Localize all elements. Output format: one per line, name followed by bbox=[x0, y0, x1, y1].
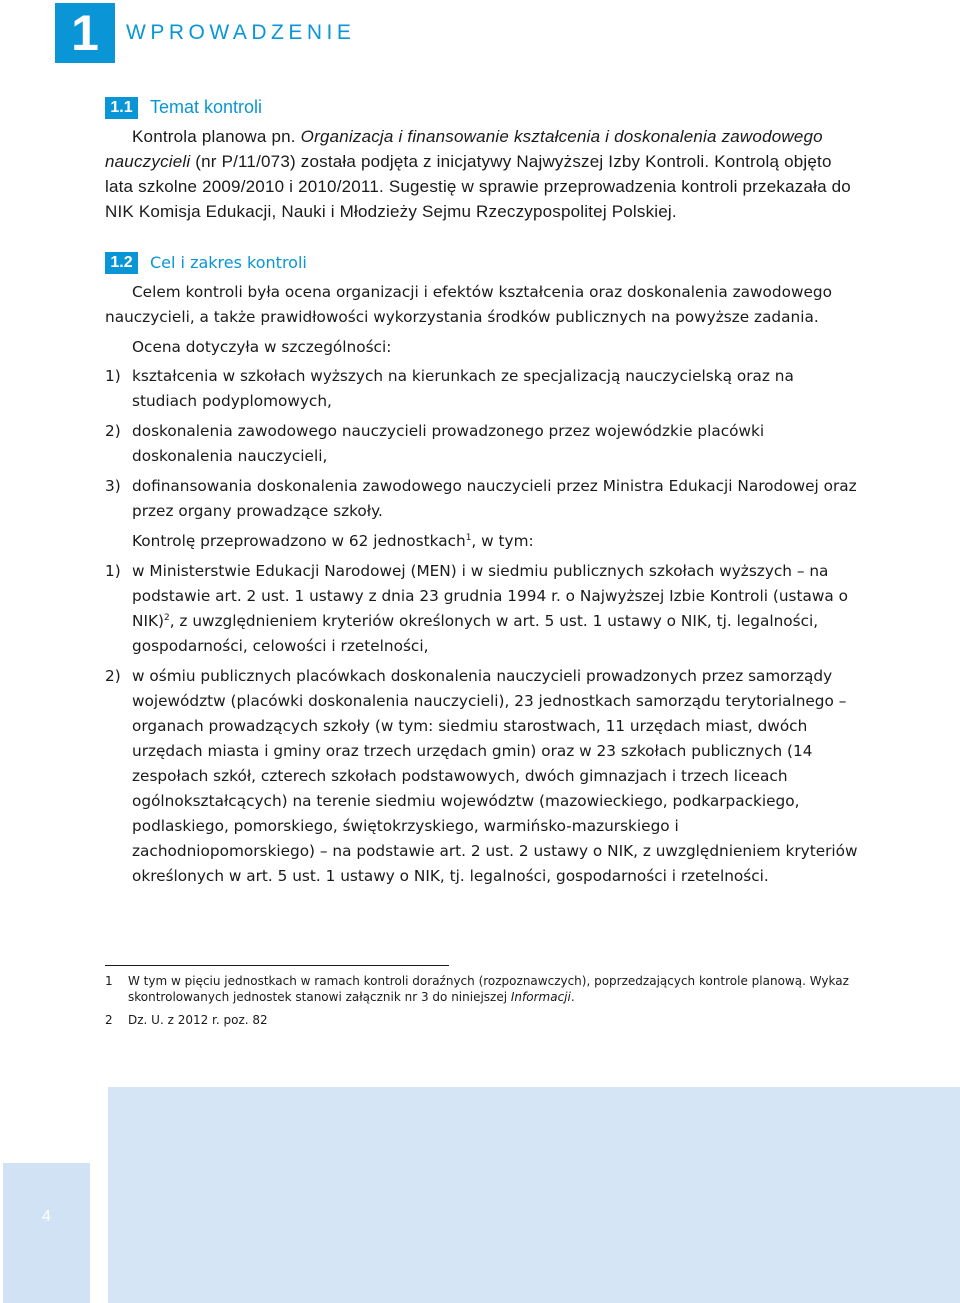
list-item-number: 1) bbox=[105, 562, 121, 580]
section-title-1-2: Cel i zakres kontroli bbox=[150, 253, 307, 272]
footnote-2 bbox=[105, 1012, 865, 1028]
list-item-number: 2) bbox=[105, 667, 121, 685]
list-item-number: 2) bbox=[105, 422, 121, 440]
page-number: 4 bbox=[42, 1208, 51, 1225]
footnote-text: Dz. U. z 2012 r. poz. 82 bbox=[128, 1013, 268, 1027]
page-number-box bbox=[3, 1163, 90, 1303]
footnote-separator bbox=[105, 965, 449, 966]
chapter-title: WPROWADZENIE bbox=[126, 21, 356, 44]
list-item bbox=[105, 364, 861, 414]
section-title-1-1: Temat kontroli bbox=[150, 97, 263, 117]
list-item-text: w ośmiu publicznych placówkach doskonalenia nauczycieli prowadzonych przez samorządy województw (placówki doskonalenia nauczycieli), 23 jednostkach samorządu terytorialnego – organach prowadzących szkoły (w tym: siedmiu starostwach, 11 urzędach miast, dwóch urzędach miasta i gminy oraz trzech urzędach gmin) oraz w 23 szkołach publicznych (14 zespołach szkół, czterech szkołach podstawowych, dwóch gimnazjach i trzech liceach ogólnokształcących) na terenie siedmiu województw (mazowieckiego, podkarpackiego, podlaskiego, pomorskiego, świętokrzyskiego, warmińsko-mazurskiego i zachodniopomorskiego) – na podstawie art. 2 ust. 2 ustawy o NIK, z uwzględnieniem kryteriów określonych w art. 5 ust. 1 ustawy o NIK, tj. legalności, gospodarności i rzetelności. bbox=[132, 667, 858, 885]
section-1-2-paragraph-units: Kontrolę przeprowadzono w 62 jednostkach$^1$, w tym: bbox=[132, 532, 534, 550]
section-1-1-paragraph: Kontrola planowa pn. Organizacja i finansowanie kształcenia i doskonalenia zawodowego nauczycieli (nr P/11/073) została podjęta z inicjatywy Najwyższej Izby Kontroli. Kontrolą objęto lata szkolne 2009/2010 i 2010/2011. Sugestię w sprawie przeprowadzenia kontroli przekazała do NIK Komisja Edukacji, Nauki i Młodzieży Sejmu Rzeczypospolitej Polskiej. bbox=[105, 127, 851, 221]
list-item bbox=[105, 664, 861, 889]
footnote-ref-1[interactable]: 1 bbox=[465, 533, 472, 543]
footnote-mark: 1 bbox=[105, 974, 113, 988]
section-number-1-1: 1.1 bbox=[105, 97, 138, 119]
section-1-2-paragraph-scope: Ocena dotyczyła w szczególności: bbox=[132, 338, 392, 356]
footnote-text: W tym w pięciu jednostkach w ramach kontroli doraźnych (rozpoznawczych), poprzedzających kontrole planową. Wykaz skontrolowanych jednostek stanowi załącznik nr 3 do niniejszej Informacji. bbox=[128, 974, 849, 1004]
footnote-1 bbox=[105, 973, 865, 1005]
list-item-text: doskonalenia zawodowego nauczycieli prowadzonego przez wojewódzkie placówki doskonalenia nauczycieli, bbox=[132, 422, 765, 465]
section-number-1-2: 1.2 bbox=[105, 252, 138, 274]
footnote-mark: 2 bbox=[105, 1013, 113, 1027]
chapter-number: 1 bbox=[55, 3, 115, 63]
list-item bbox=[105, 559, 861, 659]
list-item-text: dofinansowania doskonalenia zawodowego nauczycieli przez Ministra Edukacji Narodowej oraz przez organy prowadzące szkoły. bbox=[132, 477, 857, 520]
list-item-number: 1) bbox=[105, 367, 121, 385]
list-item-text: kształcenia w szkołach wyższych na kierunkach ze specjalizacją nauczycielską oraz na studiach podyplomowych, bbox=[132, 367, 794, 410]
bottom-decorative-band bbox=[108, 1087, 960, 1303]
list-item bbox=[105, 419, 861, 469]
footnote-ref-2[interactable]: 2 bbox=[163, 613, 170, 623]
list-item-number: 3) bbox=[105, 477, 121, 495]
list-item-text: w Ministerstwie Edukacji Narodowej (MEN) i w siedmiu publicznych szkołach wyższych – na podstawie art. 2 ust. 1 ustawy z dnia 23 grudnia 1994 r. o Najwyższej Izbie Kontroli (ustawa o NIK)$^2$, z uwzględnieniem kryteriów określonych w art. 5 ust. 1 ustawy o NIK, tj. legalności, gospodarności, celowości i rzetelności, bbox=[132, 562, 848, 655]
list-item bbox=[105, 474, 861, 524]
section-1-2-paragraph-goal: Celem kontroli była ocena organizacji i efektów kształcenia oraz doskonalenia zawodowego nauczycieli, a także prawidłowości wykorzystania środków publicznych na powyższe zadania. bbox=[105, 283, 832, 326]
